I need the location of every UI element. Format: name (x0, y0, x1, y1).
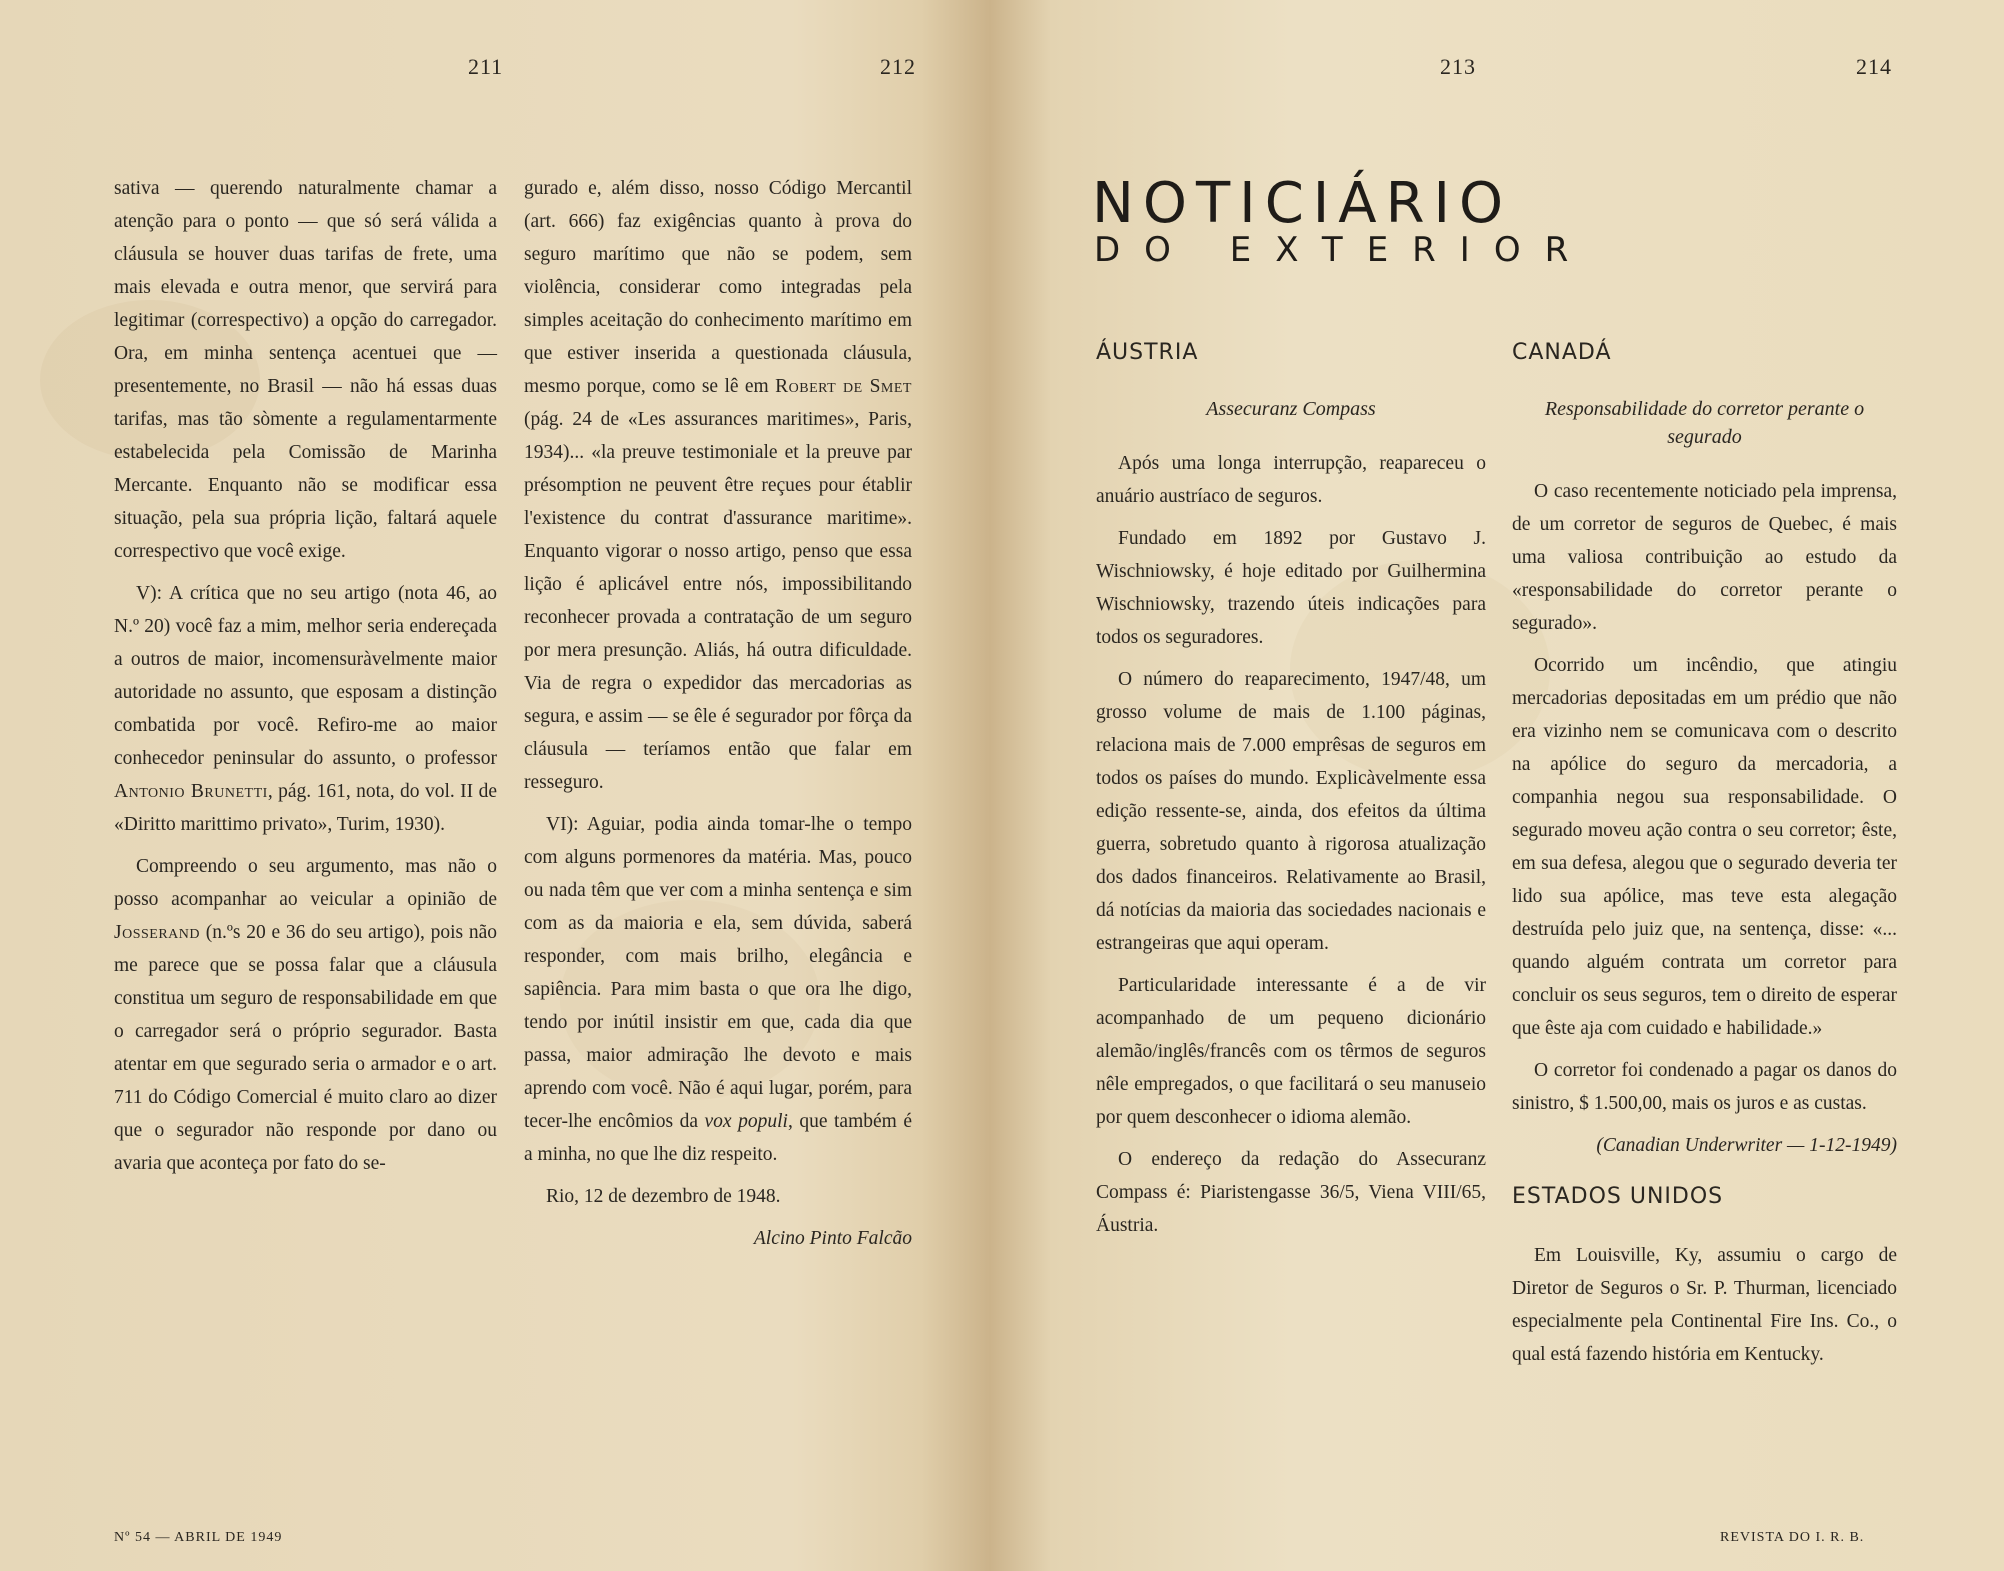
paragraph-text: , que também é a minha, no que lhe diz respeito. (524, 1111, 912, 1165)
paragraph-text: , pág. 161, nota, do vol. II de «Diritto marittimo privato», Turim, 1930). (114, 781, 497, 835)
paragraph-text: gurado e, além disso, nosso Código Mercantil (art. 666) faz exigências quanto à prova do seguro marítimo que não se podem, sem violência, considerar como integradas pela simples aceitação do conhecimento marítimo em que estiver inserida a questionada cláusula, mesmo porque, como se lê em (524, 178, 912, 397)
country-heading: CANADÁ (1512, 340, 1612, 365)
paragraph-text: V): A crítica que no seu artigo (nota 46, ao N.º 20) você faz a mim, melhor seria endereçada a outros de maior, incomensuràvelmente maior autoridade no assunto, que esposam a distinção combatida por você. Refiro-me ao maior conhecedor peninsular do assunto, o professor (114, 583, 497, 769)
author-name: Robert de Smet (775, 376, 912, 397)
paragraph: Ocorrido um incêndio, que atingiu mercadorias depositadas em um prédio que não era vizinho nem se comunicava com o descrito na apólice do seguro da mercadoria, a companhia negou sua responsabilidade. O segurado moveu ação contra o seu corretor; êste, em sua defesa, alegou que o segurado deveria ter lido sua apólice, mas teve esta alegação destruída pelo juiz que, na sentença, disse: «... quando alguém contrata um corretor para concluir os seus seguros, tem o direito de esperar que êste aja com cuidado e habilidade.» (1512, 655, 1897, 1039)
section-heading: NOTICIÁRIO (1092, 171, 1513, 236)
paragraph: O endereço da redação do Assecuranz Compass é: Piaristengasse 36/5, Viena VIII/65, Áustria. (1096, 1149, 1486, 1236)
news-column-canada-usa (1512, 336, 1897, 1380)
paragraph: O número do reaparecimento, 1947/48, um grosso volume de mais de 1.100 páginas, relaciona mais de 7.000 emprêsas de seguros em todos os países do mundo. Explicàvelmente essa edição ressente-se, ainda, dos efeitos da última guerra, sobretudo quanto à rigorosa atualização dos dados financeiros. Relativamente ao Brasil, dá notícias da maioria das sociedades nacionais e estrangeiras que aqui operam. (1096, 669, 1486, 954)
footer-journal: REVISTA DO I. R. B. (1720, 1530, 1865, 1545)
paragraph-text: (n.ºs 20 e 36 do seu artigo), pois não me parece que se possa falar que a cláusula constitua um seguro de responsabilidade em que o carregador será o próprio segurador. Basta atentar em que segurado seria o armador e o art. 711 do Código Comercial é muito claro ao dizer que o segurador não responde por dano ou avaria que aconteça por fato do se- (114, 922, 497, 1174)
latin-phrase: vox populi (704, 1111, 788, 1132)
author-name: Josserand (114, 922, 200, 943)
paragraph: O caso recentemente noticiado pela imprensa, de um corretor de seguros de Quebec, é mais uma valiosa contribuição ao estudo da «responsabilidade do corretor perante o segurado». (1512, 481, 1897, 634)
signature: Alcino Pinto Falcão (753, 1228, 912, 1249)
paragraph (114, 850, 497, 1180)
article-column-2 (524, 172, 912, 1264)
source-citation: (Canadian Underwriter — 1-12-1949) (1596, 1135, 1897, 1156)
paragraph (524, 172, 912, 799)
paragraph: Em Louisville, Ky, assumiu o cargo de Diretor de Seguros o Sr. P. Thurman, licenciado especialmente pela Continental Fire Ins. Co., o qual está fazendo história em Kentucky. (1512, 1245, 1897, 1365)
item-title: Assecuranz Compass (1206, 398, 1376, 420)
paragraph: O corretor foi condenado a pagar os danos do sinistro, $ 1.500,00, mais os juros e as custas. (1512, 1060, 1897, 1114)
footer-issue: Nº 54 — ABRIL DE 1949 (114, 1530, 283, 1545)
paragraph: Particularidade interessante é a de vir acompanhado de um pequeno dicionário alemão/inglês/francês com os têrmos de seguros nêle empregados, o que facilitará o seu manuseio por quem desconhecer o idioma alemão. (1096, 975, 1486, 1128)
page-number-212: 212 (880, 54, 916, 79)
left-page (0, 0, 990, 1571)
paragraph: Fundado em 1892 por Gustavo J. Wischniowsky, é hoje editado por Guilhermina Wischniowsky, trazendo úteis indicações para todos os seguradores. (1096, 528, 1486, 648)
country-heading: ESTADOS UNIDOS (1512, 1184, 1724, 1209)
page-number-211: 211 (468, 54, 504, 79)
item-title: Responsabilidade do corretor perante o segurado (1544, 398, 1865, 448)
paragraph: sativa — querendo naturalmente chamar a atenção para o ponto — que só será válida a cláusula se houver duas tarifas de frete, uma mais elevada e outra menor, que servirá para legitimar (correspectivo) a opção do carregador. Ora, em minha sentença acentuei que — presentemente, no Brasil — não há essas duas tarifas, mas tão sòmente a regulamentarmente estabelecida pela Comissão de Marinha Mercante. Enquanto não se modificar essa situação, pela sua própria lição, faltará aquele correspectivo que você exige. (114, 178, 497, 562)
dateline: Rio, 12 de dezembro de 1948. (546, 1186, 781, 1207)
author-name: Antonio Brunetti (114, 781, 268, 802)
country-heading: ÁUSTRIA (1096, 340, 1199, 365)
section-subheading: DO EXTERIOR (1094, 230, 1593, 270)
paragraph (114, 577, 497, 841)
paragraph-text: (pág. 24 de «Les assurances maritimes», Paris, 1934)... «la preuve testimoniale et la preuve par présomption ne peuvent être reçues pour établir l'existence du contrat d'assurance maritime». Enquanto vigorar o nosso artigo, penso que essa lição é aplicável entre nós, impossibilitando reconhecer provada a contratação de um seguro por mera presunção. Aliás, há outra dificuldade. Via de regra o expedidor das mercadorias as segura, e assim — se êle é segurador por fôrça da cláusula — teríamos então que falar em resseguro. (524, 409, 912, 793)
page-number-214: 214 (1856, 54, 1892, 79)
paragraph-text: VI): Aguiar, podia ainda tomar-lhe o tempo com alguns pormenores da matéria. Mas, pouco ou nada têm que ver com a minha sentença e sim com as da maioria e ela, sem dúvida, saberá responder, com mais brilho, elegância e sapiência. Para mim basta o que ora lhe digo, tendo por inútil insistir em que, cada dia que passa, maior admiração lhe devoto e mais aprendo com você. Não é aqui lugar, porém, para tecer-lhe encômios da (524, 814, 912, 1132)
paragraph-text: Compreendo o seu argumento, mas não o posso acompanhar ao veicular a opinião de (114, 856, 497, 910)
paragraph: Após uma longa interrupção, reapareceu o anuário austríaco de seguros. (1096, 453, 1486, 507)
paragraph (524, 808, 912, 1171)
page-number-213: 213 (1440, 54, 1476, 79)
news-column-austria (1096, 336, 1486, 1251)
article-column-1 (114, 172, 497, 1189)
